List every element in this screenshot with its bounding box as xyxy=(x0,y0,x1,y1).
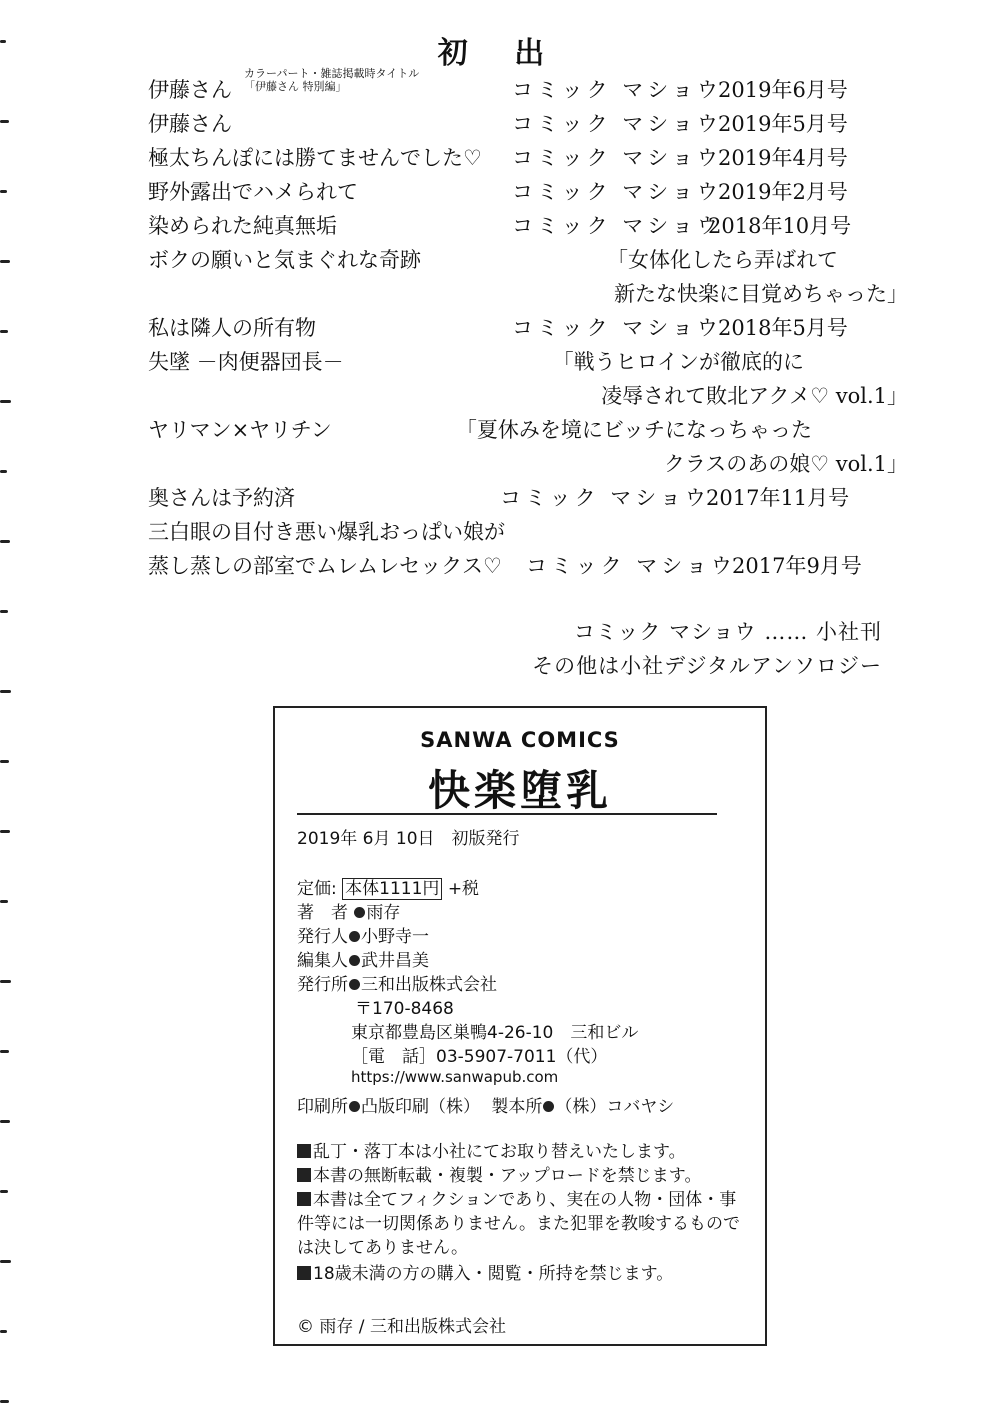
entry-date: 2017年11月号 xyxy=(706,486,850,510)
price-tax: +税 xyxy=(447,879,480,899)
book-title: 快楽堕乳 xyxy=(427,766,612,815)
entry-date: 2018年5月号 xyxy=(718,316,848,340)
page-edge-marks xyxy=(0,0,14,1421)
entry-title: ヤリマン×ヤリチン xyxy=(148,418,332,442)
editor-label: 編集人 xyxy=(297,951,348,971)
entry-row xyxy=(148,244,908,278)
entry-anthology-line2: 新たな快楽に目覚めちゃった」 xyxy=(614,282,908,306)
entry-magazine: コミック マショウ xyxy=(512,146,722,170)
entry-note xyxy=(244,67,419,93)
entry-row xyxy=(148,550,908,584)
entry-row xyxy=(148,67,908,108)
entry-row xyxy=(148,482,908,516)
square-bullet-icon xyxy=(297,1192,311,1206)
publisher-line xyxy=(297,970,497,995)
bullet-dot-icon xyxy=(543,1101,554,1112)
notice-item xyxy=(297,1262,747,1286)
entry-row xyxy=(148,312,908,346)
entry-title: 蒸し蒸しの部室でムレムレセックス♡ xyxy=(148,554,502,578)
notice-text: 18歳未満の方の購入・閲覧・所持を禁じます。 xyxy=(313,1264,674,1284)
entry-row xyxy=(148,516,908,550)
notice-text: 乱丁・落丁本は小社にてお取り替えいたします。 xyxy=(313,1142,686,1162)
publisher-person-name: 小野寺一 xyxy=(361,927,429,947)
entry-magazine: コミック マショウ xyxy=(512,214,722,238)
notice-item xyxy=(297,1164,747,1188)
notice-text: 本書は全てフィクションであり、実在の人物・団体・事件等には一切関係ありません。また犯罪を教唆するものでは決してありません。 xyxy=(297,1190,741,1258)
bullet-dot-icon xyxy=(349,979,360,990)
entry-row xyxy=(148,346,908,380)
price-box: 本体1111円 xyxy=(342,878,442,900)
bullet-dot-icon xyxy=(349,1101,360,1112)
publisher-name: 三和出版株式会社 xyxy=(361,975,497,995)
phone: ［電 話］03-5907-7011（代） xyxy=(351,1047,608,1067)
title-rule xyxy=(297,813,717,815)
entry-date: 2019年6月号 xyxy=(718,78,848,102)
entry-note-line2: 「伊藤さん 特別編」 xyxy=(244,80,347,93)
entry-title: 私は隣人の所有物 xyxy=(148,316,316,340)
author-label: 著 者 xyxy=(297,903,348,923)
printer-line xyxy=(297,1092,674,1117)
entry-row-continued xyxy=(148,448,908,482)
entry-anthology-line1: 「女体化したら弄ばれて xyxy=(607,248,838,272)
entry-row xyxy=(148,142,908,176)
entry-title: 野外露出でハメられて xyxy=(148,180,358,204)
price-label: 定価: xyxy=(297,879,337,899)
entry-magazine: コミック マショウ xyxy=(512,78,722,102)
series-name: SANWA COMICS xyxy=(420,728,620,752)
entry-title: 極太ちんぽには勝てませんでした♡ xyxy=(148,146,482,170)
editor-line xyxy=(297,946,429,971)
entry-title: 失墜 －肉便器団長－ xyxy=(148,350,344,374)
colophon-box xyxy=(273,706,767,1346)
entry-title: ボクの願いと気まぐれな奇跡 xyxy=(148,248,421,272)
entry-row-continued xyxy=(148,380,908,414)
publisher-person-line xyxy=(297,922,429,947)
footnote-magazine: コミック マショウ …… 小社刊 xyxy=(573,620,882,644)
website-url: https://www.sanwapub.com xyxy=(351,1068,559,1086)
footnote-digital: その他は小社デジタルアンソロジー xyxy=(532,654,882,678)
bullet-dot-icon xyxy=(349,955,360,966)
address: 東京都豊島区巣鴨4-26-10 三和ビル xyxy=(351,1023,639,1043)
first-publication-heading: 初 出 xyxy=(437,36,563,71)
binder-label: 製本所 xyxy=(491,1097,543,1117)
notice-text: 本書の無断転載・複製・アップロードを禁じます。 xyxy=(313,1166,702,1186)
square-bullet-icon xyxy=(297,1144,311,1158)
entry-magazine: コミック マショウ xyxy=(526,554,736,578)
postal-code: 〒170-8468 xyxy=(355,999,454,1019)
entry-row xyxy=(148,210,908,244)
entry-title: 染められた純真無垢 xyxy=(148,214,337,238)
entry-anthology-line1: 「戦うヒロインが徹底的に xyxy=(552,350,804,374)
price-line xyxy=(297,874,479,899)
entry-magazine: コミック マショウ xyxy=(512,112,722,136)
entry-anthology-line2: 凌辱されて敗北アクメ♡ vol.1」 xyxy=(601,384,908,408)
editor-name: 武井昌美 xyxy=(361,951,429,971)
square-bullet-icon xyxy=(297,1266,311,1280)
entry-magazine: コミック マショウ xyxy=(512,180,722,204)
entry-anthology-line2: クラスのあの娘♡ vol.1」 xyxy=(663,452,908,476)
entry-date: 2019年5月号 xyxy=(718,112,848,136)
binder-name: （株）コバヤシ xyxy=(555,1097,675,1117)
entry-magazine: コミック マショウ xyxy=(500,486,710,510)
entry-row xyxy=(148,108,908,142)
entry-title: 伊藤さん xyxy=(148,112,232,136)
edition-date: 2019年 6月 10日 初版発行 xyxy=(297,829,520,849)
entry-row xyxy=(148,176,908,210)
entry-row-continued xyxy=(148,278,908,312)
entry-date: 2017年9月号 xyxy=(732,554,862,578)
printer-label: 印刷所 xyxy=(297,1097,348,1117)
bullet-dot-icon xyxy=(349,931,360,942)
entry-note-line1: カラーパート・雑誌掲載時タイトル xyxy=(244,67,420,80)
entry-date: 2018年10月号 xyxy=(708,214,852,238)
square-bullet-icon xyxy=(297,1168,311,1182)
entry-anthology-line1: 「夏休みを境にビッチになっちゃった xyxy=(455,418,812,442)
copyright: © 雨存 / 三和出版株式会社 xyxy=(297,1317,506,1337)
entry-title: 三白眼の目付き悪い爆乳おっぱい娘が xyxy=(148,520,505,544)
entry-row xyxy=(148,414,908,448)
entry-title: 伊藤さん xyxy=(148,78,232,102)
entry-date: 2019年2月号 xyxy=(718,180,848,204)
publisher-person-label: 発行人 xyxy=(297,927,348,947)
entry-date: 2019年4月号 xyxy=(718,146,848,170)
printer-name: 凸版印刷（株） xyxy=(361,1097,480,1117)
bullet-dot-icon xyxy=(354,907,365,918)
author-name: 雨存 xyxy=(366,903,401,923)
entry-title: 奥さんは予約済 xyxy=(148,486,295,510)
notice-item xyxy=(297,1140,747,1164)
entry-magazine: コミック マショウ xyxy=(512,316,722,340)
author-line xyxy=(297,898,400,923)
publisher-label: 発行所 xyxy=(297,975,348,995)
notice-item xyxy=(297,1188,747,1260)
